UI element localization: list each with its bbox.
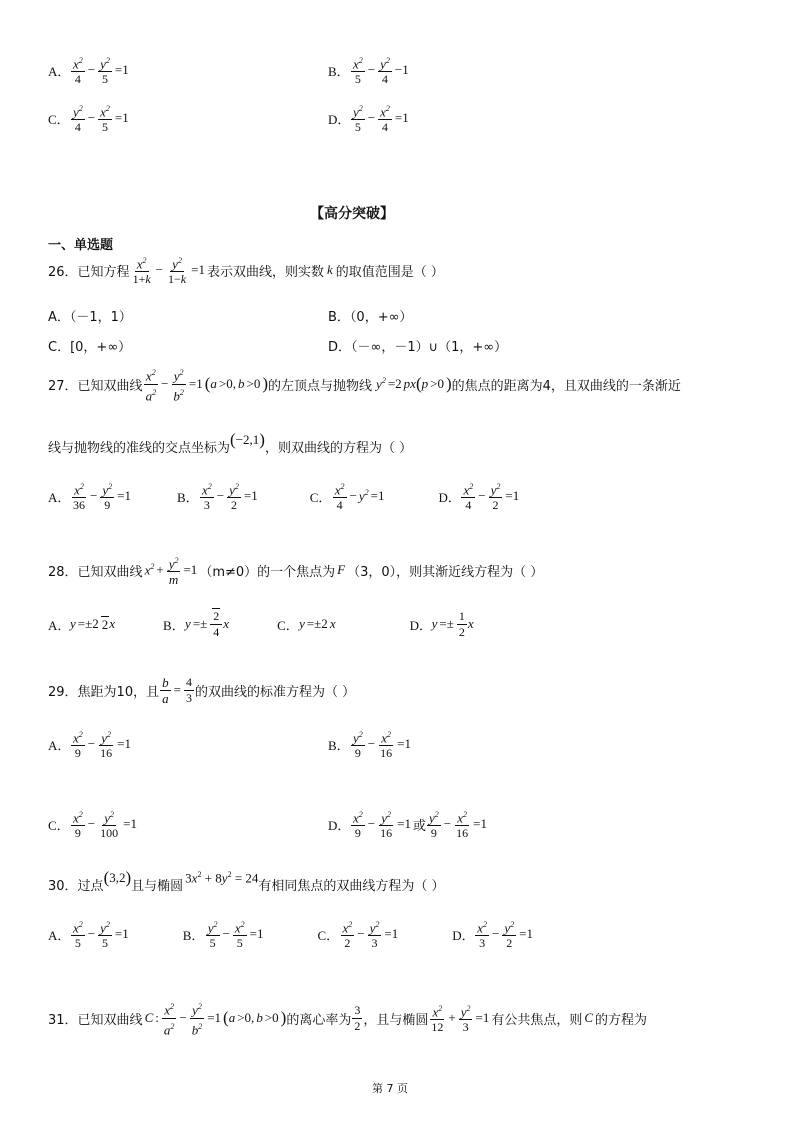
fraction: $\frac{x^2}{5}$ [351,53,365,87]
page-number: 第 7 页 [372,1082,408,1095]
question-number: 28． [48,564,78,580]
fraction: $\frac{x^2}{3}$ [200,479,214,513]
question-text: 已知方程 [77,264,130,280]
question-text: 表示双曲线，则实数 [206,264,324,280]
question-number: 29． [48,684,78,700]
question-text: 的左顶点与抛物线 [268,378,373,394]
fraction: $\frac{x^2}{36}$ [71,479,87,513]
question-30: 30． 过点 ( 3,2 ) 且与椭圆 $3x^2 + 8y^2 = 24$ 有相同焦点的双曲线方程为（ ） [48,868,445,894]
q29-option-b: B． $\frac{y^2}{9}$ − $\frac{x^2}{16}$ =1 [328,724,413,764]
prev-option-b: B． $\frac{x^2}{5}$ − $\frac{y^2}{4}$ −1 [328,50,411,90]
fraction: $\frac{x^2}{1+k}$ [131,253,153,287]
question-number: 31． [48,1012,78,1028]
fraction: $\frac{b}{a}$ [162,674,169,706]
question-text: 线与抛物线的准线的交点坐标为 [48,440,231,456]
question-text: 的方程为 [595,1012,648,1028]
fraction: $\frac{x^2}{4}$ [333,479,347,513]
fraction: $\frac{y^2}{5}$ [206,917,220,951]
question-text: ，且与椭圆 [363,1012,429,1028]
question-text: （m≠0）的一个焦点为 [199,564,336,580]
option-label: C． [48,111,70,127]
q29-option-d: D． $\frac{x^2}{9}$ − $\frac{y^2}{16}$ =1 或 $\frac{y^2}{9}$ − $\frac{x^2}{16}$ =1 [328,804,489,844]
q30-options: A． $\frac{x^2}{5}$ − $\frac{y^2}{5}$ =1 B． $\frac{y^2}{5}$ − $\frac{x^2}{5}$ =1 C． $\frac{x^2}{2}$ − $\frac{y^2}{3}$ =1 D． $\frac{x^2}{3}$ − $\frac{y^2}{2}$ =1 [48,914,535,954]
prev-option-d: D． $\frac{y^2}{5}$ − $\frac{x^2}{4}$ =1 [328,98,411,138]
question-29: 29． 焦距为10，且 $\frac{b}{a}$ = $\frac{4}{3}$ 的双曲线的标准方程为（ ） [48,674,356,706]
fraction: $\frac{x^2}{9}$ [351,807,365,841]
question-text: （3，0），则其渐近线方程为（ ） [347,564,544,580]
q27-options: A． $\frac{x^2}{36}$ − $\frac{y^2}{9}$ =1 B． $\frac{x^2}{3}$ − $\frac{y^2}{2}$ =1 C． $\frac{x^2}{4}$ − $y^2$ =1 D． $\frac{x^2}{4}$ − $\frac{y^2}{2}$ =1 [48,476,521,516]
fraction: $\frac{y^2}{b^2}$ [171,365,186,403]
question-number: 30． [48,878,78,894]
fraction: $\frac{x^2}{a^2}$ [162,999,177,1037]
question-text: 的取值范围是（ ） [335,264,444,280]
q26-option-b: B．（0，+∞） [328,310,413,325]
q29-option-c: C． $\frac{x^2}{9}$ − $\frac{y^2}{100}$ =1 [48,804,139,844]
q26-option-c: C．[0，+∞） [48,340,132,355]
fraction: $\frac{1}{2}$ [458,608,465,639]
fraction: $\frac{y^2}{4}$ [71,101,85,135]
question-text: 过点 [77,878,104,894]
question-number: 26． [48,264,78,280]
fraction: $\frac{y^2}{5}$ [98,53,112,87]
fraction: $\frac{3}{2}$ [354,1002,361,1033]
fraction: $\frac{x^2}{5}$ [98,101,112,135]
fraction: $\frac{y^2}{1-k}$ [166,253,188,287]
q26-option-a: A．（－1，1） [48,310,132,325]
question-text: 已知双曲线 [77,1012,143,1028]
fraction: $\frac{x^2}{4}$ [71,53,85,87]
fraction: $\frac{x^2}{4}$ [461,479,475,513]
fraction: $\frac{4}{3}$ [185,674,192,705]
question-text: 焦距为10，且 [77,684,160,700]
question-31: 31． 已知双曲线 C : $\frac{x^2}{a^2}$ − $\frac{y^2}{b^2}$ =1 ( a >0, b >0 ) 的离心率为 $\frac{3}{2}$ ，且与椭圆 $\frac{x^2}{12}$ + $\frac{y^2}{3}$ =1 有公共焦点，则 C 的方程为 [48,998,647,1038]
question-28: 28． 已知双曲线 $x^2$ + $\frac{y^2}{m}$ =1 （m≠0）的一个焦点为 F （3，0），则其渐近线方程为（ ） [48,550,543,590]
q26-option-d: D．（－∞，－1）∪（1，+∞） [328,340,508,355]
fraction: $\frac{x^2}{3}$ [475,917,489,951]
fraction: $\frac{x^2}{9}$ [71,807,85,841]
fraction: $\frac{x^2}{2}$ [341,917,355,951]
question-text: ，则双曲线的方程为（ ） [264,440,413,456]
fraction: $\frac{2}{4}$ [210,609,222,640]
fraction: $\frac{x^2}{9}$ [71,727,85,761]
question-text: 已知双曲线 [77,378,143,394]
question-text: 有相同焦点的双曲线方程为（ ） [258,878,445,894]
question-text: 的焦点的距离为4，且双曲线的一条渐近 [451,378,681,394]
section-title: 【高分突破】 [310,206,394,222]
option-label: A． [48,63,71,79]
question-26: 26． 已知方程 $\frac{x^2}{1+k}$ − $\frac{y^2}{1-k}$ =1 表示双曲线，则实数 k 的取值范围是（ ） [48,250,444,290]
fraction: $\frac{x^2}{a^2}$ [144,365,159,403]
option-label: B． [328,63,350,79]
question-text: 的离心率为 [286,1012,352,1028]
fraction: $\frac{y^2}{m}$ [167,553,181,587]
fraction: $\frac{y^2}{9}$ [351,727,365,761]
q28-options: A． y =±2 2 x B． y =± $\frac{2}{4}$ x C． y =±2 x D． y =± $\frac{1}{2}$ x [48,608,474,639]
fraction: $\frac{x^2}{12}$ [429,1001,445,1035]
question-text: 已知双曲线 [77,564,143,580]
fraction: $\frac{y^2}{b^2}$ [190,999,205,1037]
fraction: $\frac{x^2}{4}$ [378,101,392,135]
question-27: 27． 已知双曲线 $\frac{x^2}{a^2}$ − $\frac{y^2}{b^2}$ =1 ( a >0, b >0 ) 的左顶点与抛物线 $y^2$ =2 px ( p >0 ) 的焦点的距离为4，且双曲线的一条渐近 [48,364,681,404]
prev-option-c: C． $\frac{y^2}{4}$ − $\frac{x^2}{5}$ =1 [48,98,131,138]
question-text: 有公共焦点，则 [491,1012,583,1028]
fraction: $\frac{y^2}{4}$ [378,53,392,87]
question-27-line-2: 线与抛物线的准线的交点坐标为 ( −2,1 ) ，则双曲线的方程为（ ） [48,430,413,456]
fraction: $\frac{y^2}{9}$ [427,807,441,841]
or-text: 或 [412,818,426,834]
fraction: $\frac{x^2}{5}$ [71,917,85,951]
prev-option-a: A． $\frac{x^2}{4}$ − $\frac{y^2}{5}$ =1 [48,50,131,90]
question-text: 的双曲线的标准方程为（ ） [194,684,356,700]
fraction: $\frac{y^2}{3}$ [459,1001,473,1035]
question-text: 且与椭圆 [131,878,184,894]
question-number: 27． [48,378,78,394]
fraction: $\frac{y^2}{5}$ [351,101,365,135]
q29-option-a: A． $\frac{x^2}{9}$ − $\frac{y^2}{16}$ =1 [48,724,133,764]
option-label: D． [328,111,351,127]
section-subtitle: 一、单选题 [48,238,114,253]
